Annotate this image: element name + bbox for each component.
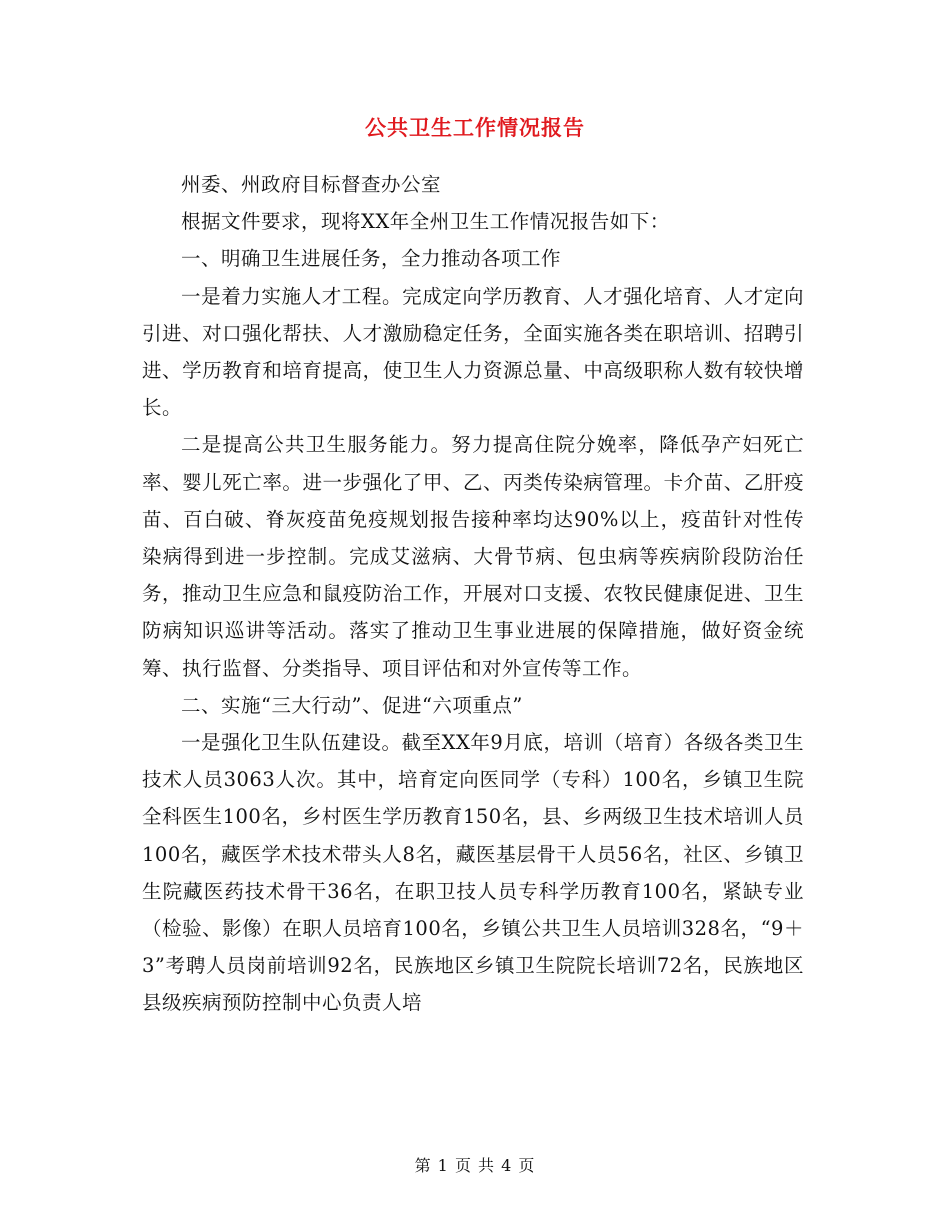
- document-title: 公共卫生工作情况报告: [365, 115, 585, 140]
- document-body: [142, 166, 804, 1022]
- recipient-line: 州委、州政府目标督查办公室: [181, 173, 442, 196]
- body-paragraph: 一是着力实施人才工程。完成定向学历教育、人才强化培育、人才定向引进、对口强化帮扶、人才激励稳定任务，全面实施各类在职培训、招聘引进、学历教育和培育提高，使卫生人力资源总量、中高级职称人数有较快增长。: [142, 284, 804, 420]
- body-paragraph: 二是提高公共卫生服务能力。努力提高住院分娩率，降低孕产妇死亡率、婴儿死亡率。进一步强化了甲、乙、丙类传染病管理。卡介苗、乙肝疫苗、百白破、脊灰疫苗免疫规划报告接种率均达90%以上，疫苗针对性传染病得到进一步控制。完成艾滋病、大骨节病、包虫病等疾病阶段防治任务，推动卫生应急和鼠疫防治工作，开展对口支援、农牧民健康促进、卫生防病知识巡讲等活动。落实了推动卫生事业进展的保障措施，做好资金统筹、执行监督、分类指导、项目评估和对外宣传等工作。: [142, 433, 804, 680]
- body-paragraph: 一是强化卫生队伍建设。截至XX年9月底，培训（培育）各级各类卫生技术人员3063人次。其中，培育定向医同学（专科）100名，乡镇卫生院全科医生100名，乡村医生学历教育150名，县、乡两级卫生技术培训人员100名，藏医学术技术带头人8名，藏医基层骨干人员56名，社区、乡镇卫生院藏医药技术骨干36名，在职卫技人员专科学历教育100名，紧缺专业（检验、影像）在职人员培育100名，乡镇公共卫生人员培训328名，“9＋3”考聘人员岗前培训92名，民族地区乡镇卫生院院长培训72名，民族地区县级疾病预防控制中心负责人培: [142, 731, 804, 1015]
- page-number-footer: 第 1 页 共 4 页: [414, 1156, 536, 1175]
- intro-paragraph: 根据文件要求，现将XX年全州卫生工作情况报告如下：: [181, 210, 670, 234]
- section-heading-1: 一、明确卫生进展任务，全力推动各项工作: [181, 247, 562, 271]
- section-heading-2: 二、实施“三大行动”、促进“六项重点”: [181, 693, 523, 717]
